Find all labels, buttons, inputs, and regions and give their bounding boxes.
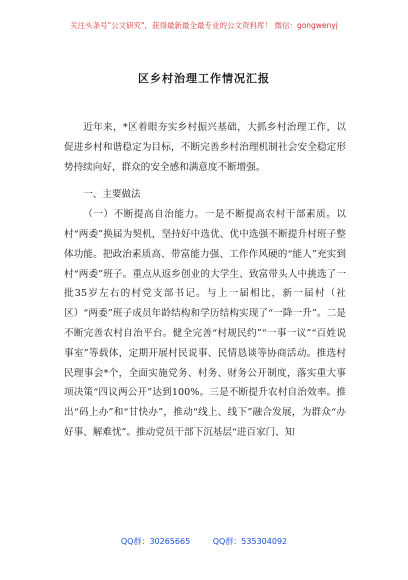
footer-qq-group-2: QQ群：535304092 xyxy=(212,537,288,546)
footer-qq-groups xyxy=(0,536,408,547)
section-heading: 一、主要做法 xyxy=(83,189,141,201)
header-banner: 关注头条号"公文研究"，获得最新最全最专业的公文资料库！ 微信：gongwenyj xyxy=(70,21,338,30)
footer-qq-group-1: QQ群：30265665 xyxy=(120,537,191,546)
document-body xyxy=(64,118,346,443)
document-title: 区乡村治理工作情况汇报 xyxy=(138,72,270,85)
intro-paragraph: 近年来，*区着眼夯实乡村振兴基础，大抓乡村治理工作，以促进乡村和谐稳定为目标，不断完善乡村治理机制社会安全稳定形势持续向好，群众的安全感和满意度不断增强。 xyxy=(64,122,346,173)
section-paragraph: （一）不断提高自治能力。一是不断提高农村干部素质。以村“两委”换届为契机，坚持好中选优、优中选强不断提升村班子整体功能。把政治素质高、带富能力强、工作作风硬的“能人”充实到村“两委”班子。重点从返乡创业的大学生、致富带头人中挑选了一批35岁左右的村党支部书记。与上一届相比，新一届村（社区）“两委”班子成员年龄结构和学历结构实现了“一降一升”。二是不断完善农村自治平台。健全完善“村规民约”“一事一议”“百姓说事室”等载体，定期开展村民说事、民情恳谈等协商活动。推选村民理事会*个，全面实施党务、村务、财务公开制度，落实重大事项决策“四议两公开”达到100%。三是不断提升农村自治效率。推出“码上办”和“甘快办”，推动“线上、线下”融合发展，为群众“办好事、解难忧”。推动党员干部下沉基层“进百家门、知 xyxy=(64,209,346,438)
